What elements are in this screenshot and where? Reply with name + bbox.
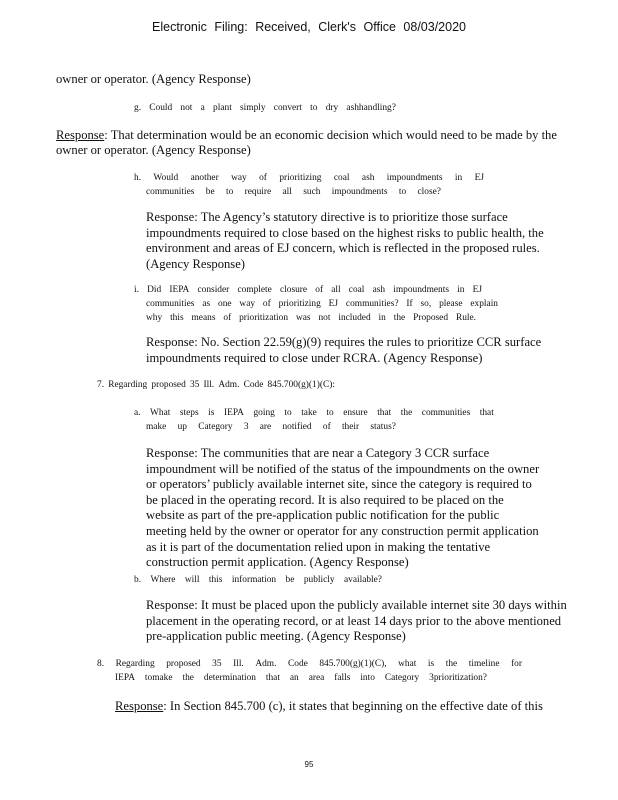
- question-word: coal: [348, 285, 365, 295]
- response-line: Response: The Agency’s statutory directive is to prioritize those surface: [146, 210, 508, 224]
- question-word: closure: [280, 285, 308, 295]
- response-line: or operators’ publicly available internet site, since the category is required to: [146, 477, 532, 492]
- question-word: a: [200, 103, 205, 113]
- question-word: please: [439, 299, 463, 309]
- question-word: is: [427, 659, 435, 669]
- question-word: notified: [282, 422, 312, 432]
- response-g-line2: owner or operator. (Agency Response): [56, 143, 251, 157]
- question-word: Regarding: [108, 380, 148, 390]
- question-word: for: [511, 659, 522, 669]
- question-word: communities: [146, 299, 195, 309]
- question-word: going: [253, 408, 275, 418]
- question-word: 845.700(g)(1)(C),: [319, 659, 387, 669]
- question-word: status?: [370, 422, 396, 432]
- question-word: not: [180, 103, 193, 113]
- question-word: of: [262, 299, 271, 309]
- question-word: publicly: [303, 575, 335, 585]
- question-word: such: [303, 187, 321, 197]
- question-word: this: [170, 313, 184, 323]
- question-word: i.: [134, 285, 139, 295]
- question-word: IEPA: [223, 408, 244, 418]
- question-h-line1: [134, 171, 484, 185]
- question-word: ashhandling?: [346, 103, 396, 113]
- question-word: the: [393, 313, 406, 323]
- question-word: Ill.: [233, 659, 244, 669]
- question-word: IEPA: [169, 285, 190, 295]
- question-word: way: [231, 173, 247, 183]
- question-word: to: [284, 408, 292, 418]
- question-word: IEPA: [115, 673, 135, 683]
- question-word: prioritizing: [279, 173, 322, 183]
- question-word: Adm.: [255, 659, 277, 669]
- response-line: be placed in the operating record. It is also required to be placed on the: [146, 492, 504, 507]
- question-word: falls: [334, 673, 351, 683]
- response-line: placement in the operating record, or at least 14 days prior to the above mentioned: [146, 613, 562, 628]
- response-i: [146, 335, 586, 366]
- question-word: Regarding: [115, 659, 155, 669]
- question-word: 7.: [97, 380, 105, 390]
- response-line: website as part of the pre-application public notification for the public: [146, 508, 500, 523]
- question-a-line1: [134, 406, 494, 420]
- question-word: not: [318, 313, 331, 323]
- question-word: of: [322, 422, 331, 432]
- intro-line: owner or operator. (Agency Response): [56, 72, 251, 86]
- question-word: proposed: [166, 659, 201, 669]
- question-word: in: [457, 285, 465, 295]
- question-h-line2: [146, 185, 441, 199]
- question-word: EJ: [328, 299, 339, 309]
- question-word: Adm.: [218, 380, 240, 390]
- question-word: make: [146, 422, 167, 432]
- response-8-text: : In Section 845.700 (c), it states that beginning on the effective date of this: [163, 699, 543, 713]
- question-word: EJ: [472, 285, 482, 295]
- response-label: Response: [56, 128, 105, 142]
- question-word: simply: [240, 103, 266, 113]
- question-word: will: [184, 575, 200, 585]
- response-8-line1: [115, 699, 543, 715]
- question-word: that: [265, 673, 280, 683]
- question-word: a.: [134, 408, 141, 418]
- question-word: coal: [333, 173, 350, 183]
- question-word: the: [182, 673, 194, 683]
- question-word: this: [208, 575, 223, 585]
- question-word: Rule.: [455, 313, 476, 323]
- question-8-line2: [115, 671, 487, 685]
- response-h: [146, 210, 586, 272]
- question-word: Proposed: [413, 313, 449, 323]
- question-word: require: [244, 187, 272, 197]
- question-a-line2: [146, 420, 396, 434]
- question-word: impoundments: [331, 187, 388, 197]
- response-line: Response: It must be placed upon the publicly available internet site 30 days within: [146, 598, 567, 612]
- question-word: into: [360, 673, 375, 683]
- question-word: as: [202, 299, 211, 309]
- question-word: Where: [150, 575, 176, 585]
- question-word: in: [454, 173, 463, 183]
- question-i-line2: [146, 297, 498, 311]
- response-line: Response: The communities that are near a Category 3 CCR surface: [146, 446, 490, 460]
- question-word: is: [208, 408, 215, 418]
- question-word: steps: [179, 408, 199, 418]
- response-line: (Agency Response): [146, 256, 245, 271]
- question-word: Could: [149, 103, 173, 113]
- question-word: the: [445, 659, 458, 669]
- question-word: are: [259, 422, 272, 432]
- question-word: an: [289, 673, 299, 683]
- question-word: in: [378, 313, 386, 323]
- response-line: impoundments required to close based on the highest risks to public health, the: [146, 225, 544, 240]
- question-word: communities: [146, 187, 195, 197]
- question-word: h.: [134, 173, 142, 183]
- question-word: another: [190, 173, 219, 183]
- question-word: area: [308, 673, 325, 683]
- question-word: way: [239, 299, 256, 309]
- question-word: Code: [288, 659, 308, 669]
- question-word: consider: [197, 285, 230, 295]
- question-word: so,: [420, 299, 432, 309]
- question-word: proposed: [151, 380, 186, 390]
- question-word: all: [331, 285, 341, 295]
- question-word: 8.: [97, 659, 105, 669]
- filing-header: Electronic Filing: Received, Clerk's Office 08/03/2020: [152, 20, 466, 34]
- question-word: one: [218, 299, 232, 309]
- question-word: be: [285, 575, 295, 585]
- response-line: environment and areas of EJ concern, which is reflected in the proposed rules.: [146, 241, 540, 256]
- page-number: 95: [304, 760, 314, 769]
- question-g: [134, 101, 396, 115]
- response-line: construction permit application. (Agency Response): [146, 555, 409, 570]
- question-word: that: [479, 408, 494, 418]
- question-i-line1: [134, 283, 482, 297]
- question-8-line1: [97, 657, 522, 671]
- question-word: was: [295, 313, 311, 323]
- question-word: to: [326, 408, 334, 418]
- question-word: EJ: [474, 173, 484, 183]
- question-word: information: [231, 575, 277, 585]
- question-word: complete: [237, 285, 272, 295]
- question-word: all: [282, 187, 292, 197]
- question-word: plant: [213, 103, 232, 113]
- response-g-text: : That determination would be an economic decision which would need to be made by the: [104, 128, 557, 142]
- question-word: convert: [273, 103, 302, 113]
- question-word: take: [301, 408, 317, 418]
- question-word: dry: [325, 103, 339, 113]
- question-word: b.: [134, 575, 142, 585]
- question-word: Did: [147, 285, 162, 295]
- question-word: be: [205, 187, 215, 197]
- question-word: Ill.: [203, 380, 215, 390]
- question-word: to: [310, 103, 318, 113]
- question-7: [97, 378, 335, 392]
- question-word: the: [400, 408, 413, 418]
- question-word: that: [377, 408, 392, 418]
- question-word: 35: [212, 659, 222, 669]
- question-word: 3prioritization?: [429, 673, 487, 683]
- response-b: [146, 598, 596, 645]
- question-word: ensure: [343, 408, 368, 418]
- question-word: explain: [470, 299, 498, 309]
- question-word: g.: [134, 103, 142, 113]
- response-line: as it is part of the documentation relied upon in making the tentative: [146, 539, 491, 554]
- question-word: prioritizing: [278, 299, 321, 309]
- response-line: Response: No. Section 22.59(g)(9) requires the rules to prioritize CCR surface: [146, 335, 542, 349]
- question-word: 3: [243, 422, 249, 432]
- question-word: why: [146, 313, 163, 323]
- question-word: of: [259, 173, 267, 183]
- response-line: impoundments required to close under RCRA. (Agency Response): [146, 350, 483, 365]
- question-word: communities: [421, 408, 471, 418]
- question-word: what: [398, 659, 417, 669]
- question-word: available?: [343, 575, 382, 585]
- question-word: close?: [417, 187, 441, 197]
- question-word: communities?: [345, 299, 399, 309]
- question-word: timeline: [468, 659, 500, 669]
- question-word: Would: [153, 173, 179, 183]
- question-word: their: [341, 422, 360, 432]
- question-word: up: [177, 422, 187, 432]
- response-a: [146, 446, 586, 571]
- response-label: Response: [115, 699, 164, 713]
- question-word: impoundments: [393, 285, 449, 295]
- question-word: of: [223, 313, 232, 323]
- question-word: Category: [384, 673, 420, 683]
- question-word: ash: [372, 285, 386, 295]
- question-word: ash: [361, 173, 375, 183]
- question-b: [134, 573, 382, 587]
- response-line: impoundment will be notified of the status of the impoundments on the owner: [146, 461, 540, 476]
- question-word: means: [191, 313, 216, 323]
- question-word: impoundments: [386, 173, 443, 183]
- question-i-line3: [146, 311, 476, 325]
- question-word: tomake: [144, 673, 173, 683]
- question-word: of: [315, 285, 324, 295]
- response-line: pre-application public meeting. (Agency Response): [146, 629, 406, 644]
- question-word: 845.700(g)(1)(C):: [267, 380, 335, 390]
- question-word: If: [406, 299, 413, 309]
- question-word: prioritization: [239, 313, 289, 323]
- response-g-line1: [56, 128, 557, 144]
- question-word: included: [338, 313, 371, 323]
- question-word: What: [150, 408, 171, 418]
- question-word: determination: [203, 673, 256, 683]
- response-line: meeting held by the owner or operator for any construction permit application: [146, 523, 539, 538]
- question-word: Category: [198, 422, 233, 432]
- question-word: to: [398, 187, 407, 197]
- question-word: Code: [243, 380, 264, 390]
- question-word: to: [225, 187, 234, 197]
- question-word: 35: [189, 380, 200, 390]
